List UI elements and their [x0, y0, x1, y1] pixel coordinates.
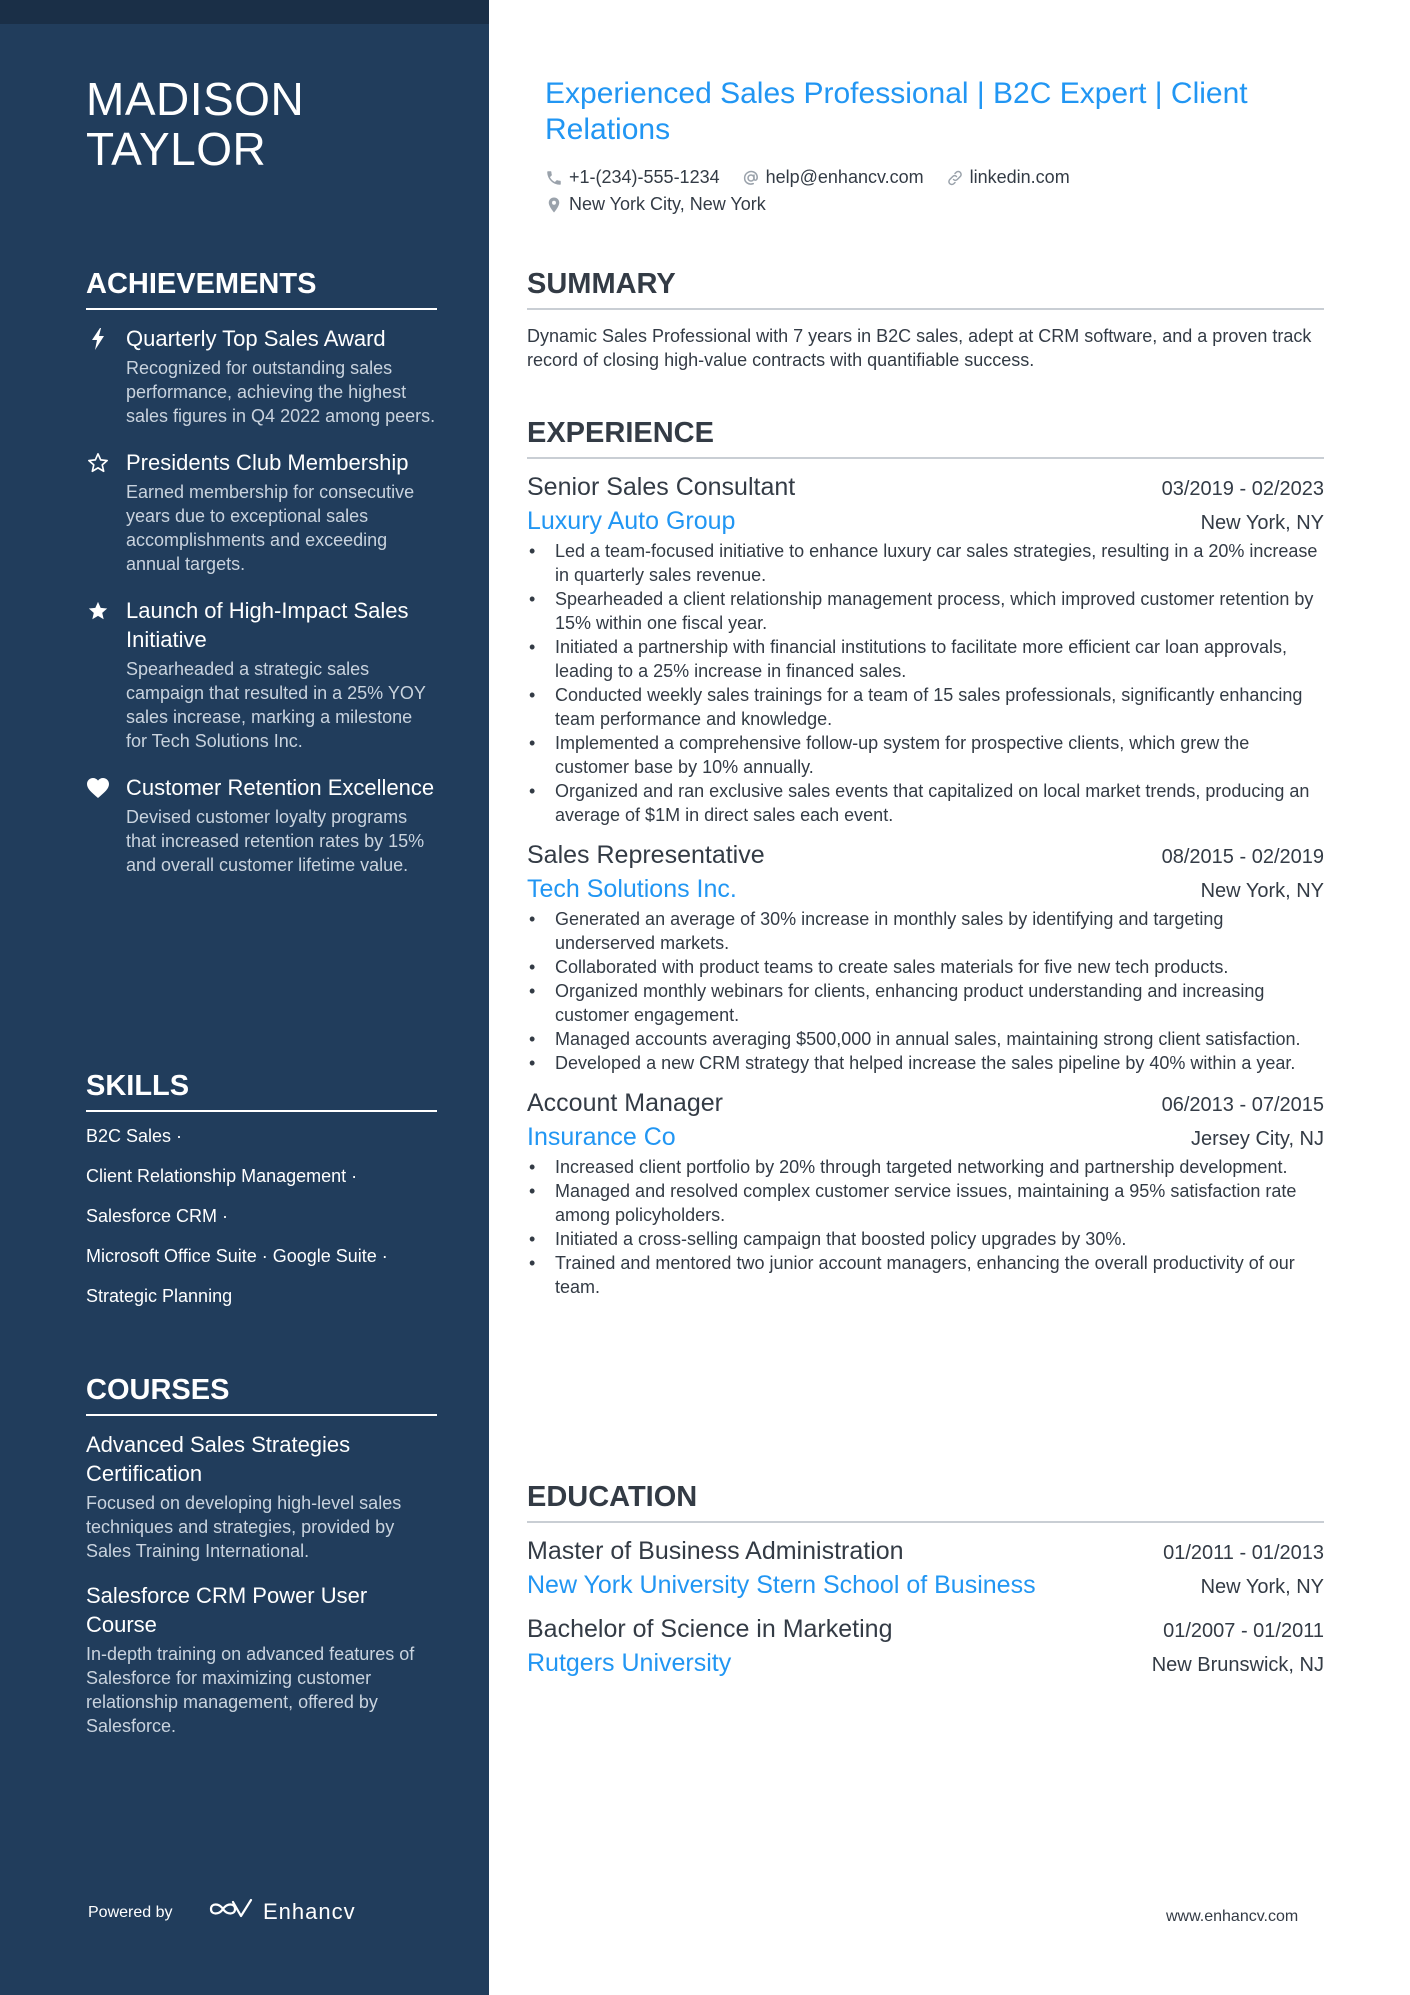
job-title: Account Manager: [527, 1089, 723, 1117]
job-bullet: • Organized monthly webinars for clients, enhancing product understanding and increasing customer engagement.: [527, 979, 1324, 1027]
job-company: Insurance Co: [527, 1123, 676, 1151]
star-outline-icon: [86, 451, 110, 475]
phone-icon: [545, 169, 563, 187]
job-bullet: • Managed and resolved complex customer service issues, maintaining a 95% satisfaction rate among policyholders.: [527, 1179, 1324, 1227]
contact-website[interactable]: [946, 167, 1070, 188]
summary-text: Dynamic Sales Professional with 7 years in B2C sales, adept at CRM software, and a proven track record of closing high-value contracts with quantifiable success.: [527, 326, 1312, 370]
job-bullet: • Managed accounts averaging $500,000 in annual sales, maintaining strong client satisfaction.: [527, 1027, 1324, 1051]
link-icon: [946, 169, 964, 187]
sidebar: [0, 0, 489, 1995]
job-date: 06/2013 - 07/2015: [1161, 1094, 1324, 1116]
courses-heading: COURSES: [86, 1372, 437, 1416]
school-location: New York, NY: [1200, 1576, 1324, 1598]
job-bullet: • Developed a new CRM strategy that helped increase the sales pipeline by 40% within a year.: [527, 1051, 1324, 1075]
powered-by-label: Powered by: [88, 1904, 173, 1921]
job-company: Luxury Auto Group: [527, 507, 736, 535]
contact-email[interactable]: [742, 167, 924, 188]
skills-section: [86, 1068, 437, 1324]
achievement-item: [86, 596, 437, 753]
job-bullets: [527, 1155, 1324, 1299]
job-location: Jersey City, NJ: [1191, 1128, 1324, 1150]
skill-line: Strategic Planning: [86, 1286, 233, 1306]
job-location: New York, NY: [1200, 880, 1324, 902]
education-section: [527, 1479, 1324, 1687]
job-bullet: • Organized and ran exclusive sales events that capitalized on local market trends, producing an average of $1M in direct sales each event.: [527, 779, 1324, 827]
achievement-title: Presidents Club Membership: [126, 450, 409, 475]
experience-section: [527, 415, 1324, 1299]
job-title: Senior Sales Consultant: [527, 473, 796, 501]
contact-phone[interactable]: [545, 167, 720, 188]
job-bullet: • Conducted weekly sales trainings for a team of 15 sales professionals, significantly enhancing team performance and knowledge.: [527, 683, 1324, 731]
job-bullet: • Implemented a comprehensive follow-up system for prospective clients, which grew the customer base by 10% annually.: [527, 731, 1324, 779]
phone-text: +1-(234)-555-1234: [569, 167, 720, 187]
job-bullet: • Spearheaded a client relationship management process, which improved customer retention by 15% within one fiscal year.: [527, 587, 1324, 635]
skill-line: B2C Sales ·: [86, 1126, 183, 1146]
achievement-item: [86, 773, 437, 877]
education-entry: [527, 1533, 1324, 1601]
at-sign-icon: [742, 169, 760, 187]
education-entry: [527, 1611, 1324, 1679]
enhancv-logo-icon: [207, 1897, 255, 1926]
lightning-icon: [86, 327, 110, 351]
job-date: 03/2019 - 02/2023: [1161, 478, 1324, 500]
job-entry: [527, 469, 1324, 827]
summary-heading: SUMMARY: [527, 266, 1324, 310]
course-title: Salesforce CRM Power User Course: [86, 1583, 368, 1637]
job-bullet: • Increased client portfolio by 20% through targeted networking and partnership development.: [527, 1155, 1324, 1179]
achievement-description: Spearheaded a strategic sales campaign that resulted in a 25% YOY sales increase, marking a milestone for Tech Solutions Inc.: [126, 659, 426, 751]
brand-name: Enhancv: [263, 1898, 356, 1924]
course-description: Focused on developing high-level sales techniques and strategies, provided by Sales Training International.: [86, 1493, 402, 1561]
job-title: Sales Representative: [527, 841, 765, 869]
school-location: New Brunswick, NJ: [1151, 1654, 1324, 1676]
achievement-title: Quarterly Top Sales Award: [126, 326, 386, 351]
job-bullets: [527, 539, 1324, 827]
job-location: New York, NY: [1200, 512, 1324, 534]
job-bullet: • Led a team-focused initiative to enhance luxury car sales strategies, resulting in a 20% increase in quarterly sales revenue.: [527, 539, 1324, 587]
achievements-heading: ACHIEVEMENTS: [86, 266, 437, 310]
course-description: In-depth training on advanced features of Salesforce for maximizing customer relationship management, offered by Salesforce.: [86, 1644, 415, 1736]
skill-line: Microsoft Office Suite · Google Suite ·: [86, 1246, 388, 1266]
star-filled-icon: [86, 599, 110, 623]
email-text: help@enhancv.com: [765, 167, 924, 187]
achievement-item: [86, 324, 437, 428]
achievement-title: Customer Retention Excellence: [126, 775, 435, 800]
degree-title: Bachelor of Science in Marketing: [527, 1615, 893, 1643]
website-text: linkedin.com: [969, 167, 1070, 187]
course-item: [86, 1430, 437, 1563]
skill-line: Salesforce CRM ·: [86, 1206, 229, 1226]
achievement-description: Recognized for outstanding sales performance, achieving the highest sales figures in Q4 2022 among peers.: [126, 358, 436, 426]
achievement-description: Earned membership for consecutive years due to exceptional sales accomplishments and exceeding annual targets.: [126, 482, 415, 574]
course-title: Advanced Sales Strategies Certification: [86, 1432, 351, 1486]
brand-logo[interactable]: [207, 1897, 356, 1926]
job-bullet: • Trained and mentored two junior account managers, enhancing the overall productivity of our team.: [527, 1251, 1324, 1299]
education-date: 01/2011 - 01/2013: [1163, 1542, 1324, 1564]
skill-line: Client Relationship Management ·: [86, 1166, 358, 1186]
job-bullet: • Initiated a partnership with financial institutions to facilitate more efficient car loan approvals, leading to a 25% increase in financed sales.: [527, 635, 1324, 683]
degree-title: Master of Business Administration: [527, 1537, 904, 1565]
education-date: 01/2007 - 01/2011: [1163, 1620, 1324, 1642]
summary-section: [527, 266, 1324, 372]
candidate-name: MADISON TAYLOR: [86, 73, 305, 175]
headline: Experienced Sales Professional | B2C Expert | Client Relations: [545, 77, 1248, 146]
location-pin-icon: [545, 196, 563, 214]
achievement-title: Launch of High-Impact Sales Initiative: [126, 598, 409, 652]
sidebar-top-bar: [0, 0, 489, 24]
job-entry: [527, 837, 1324, 1075]
school-name: Rutgers University: [527, 1649, 732, 1677]
heart-icon: [86, 776, 110, 800]
location-text: New York City, New York: [569, 194, 766, 214]
education-heading: EDUCATION: [527, 1479, 1324, 1523]
course-item: [86, 1581, 437, 1738]
job-entry: [527, 1085, 1324, 1299]
school-name: New York University Stern School of Business: [527, 1571, 1036, 1599]
contact-location: [545, 194, 766, 215]
contact-info: [545, 164, 1325, 218]
achievement-item: [86, 448, 437, 576]
achievements-section: [86, 266, 437, 897]
job-bullet: • Initiated a cross-selling campaign that boosted policy upgrades by 30%.: [527, 1227, 1324, 1251]
experience-heading: EXPERIENCE: [527, 415, 1324, 459]
courses-section: [86, 1372, 437, 1756]
job-date: 08/2015 - 02/2019: [1161, 846, 1324, 868]
skills-heading: SKILLS: [86, 1068, 437, 1112]
job-bullet: • Generated an average of 30% increase in monthly sales by identifying and targeting underserved markets.: [527, 907, 1324, 955]
footer-url[interactable]: www.enhancv.com: [1166, 1908, 1299, 1925]
job-bullet: • Collaborated with product teams to create sales materials for five new tech products.: [527, 955, 1324, 979]
achievement-description: Devised customer loyalty programs that increased retention rates by 15% and overall customer lifetime value.: [126, 807, 425, 875]
job-company: Tech Solutions Inc.: [527, 875, 737, 903]
job-bullets: [527, 907, 1324, 1075]
